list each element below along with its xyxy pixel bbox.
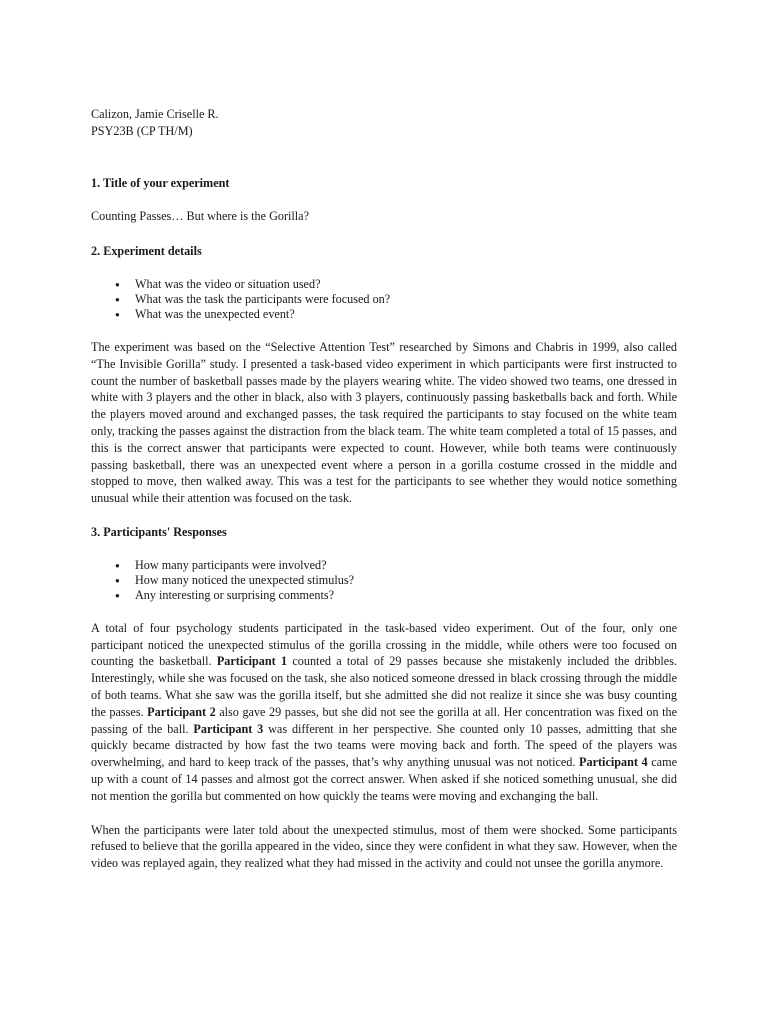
- section-1-heading: 1. Title of your experiment: [91, 175, 230, 190]
- list-item: ● What was the task the participants were focused on?: [115, 292, 677, 307]
- author-name: Calizon, Jamie Criselle R.: [91, 107, 219, 121]
- experiment-details-paragraph: The experiment was based on the “Selective Attention Test” researched by Simons and Chabris in 1999, also called “The Invisible Gorilla” study. I presented a task-based video experiment in which participants were first instructed to count the number of basketball passes made by the players wearing white. The video showed two teams, one dressed in white with 3 players and the other in black, also with 3 players, continuously passing basketballs back and forth. While the players moved around and exchanged passes, the task required the participants to stay focused on the white team only, tracking the passes against the distraction from the black team. The white team completed a total of 15 passes, and this is the correct answer that participants were expected to count. However, while both teams were continuously passing basketball, there was an unexpected event where a person in a gorilla costume crossed in the middle and stopped to move, then walked away. This was a test for the participants to see whether they would notice something unusual while their attention was focused on the task.: [91, 339, 677, 506]
- participant-3-label: Participant 3: [193, 721, 264, 736]
- participant-1-label: Participant 1: [216, 654, 288, 669]
- participant-2-label: Participant 2: [147, 704, 216, 719]
- section-3-heading: 3. Participants' Responses: [91, 524, 227, 539]
- participants-responses-list: [91, 558, 677, 603]
- participant-4-text: came up with a count of 14 passes and almost got the correct answer. When asked if she noticed something unusual, she did not mention the gorilla but commented on how quickly the teams were moving and exchanging the ball.: [91, 755, 677, 803]
- list-item: ● What was the unexpected event?: [115, 307, 677, 322]
- participant-1-text: counted a total of 29 passes because she mistakenly included the dribbles. Interestingly, while she was focused on the task, she also noticed someone dressed in black crossing through the middle of both teams. What she saw was the gorilla itself, but she admitted she did not realize it since she was busy counting the passes.: [91, 654, 677, 719]
- list-item: ● How many participants were involved?: [115, 558, 677, 573]
- list-item: ● Any interesting or surprising comments?: [115, 588, 677, 603]
- list-item: ● What was the video or situation used?: [115, 277, 677, 292]
- experiment-title: Counting Passes… But where is the Gorilla?: [91, 209, 309, 224]
- paragraph-intro: A total of four psychology students participated in the task-based video experiment. Out of the four, only one participant noticed the unexpected stimulus of the gorilla crossing in the middle, while others were too focused on counting the basketball.: [91, 620, 677, 669]
- section-2-heading: 2. Experiment details: [91, 244, 202, 259]
- participant-3-text: was different in her perspective. She counted only 10 passes, admitting that she quickly became distracted by how fast the two teams were moving back and forth. The speed of the players was overwhelming, and hard to keep track of the passes, that’s why anything unusual was not noticed.: [91, 721, 677, 770]
- participant-4-label: Participant 4: [579, 755, 648, 770]
- list-item: ● How many noticed the unexpected stimulus?: [115, 573, 677, 588]
- conclusion-paragraph: When the participants were later told about the unexpected stimulus, most of them were shocked. Some participants refused to believe that the gorilla appeared in the video, since they were confident in what they saw. However, when the video was replayed again, they realized what they had missed in the activity and could not unsee the gorilla anymore.: [91, 822, 677, 871]
- participant-2-text: also gave 29 passes, but she did not see the gorilla at all. Her concentration was fixed on the passing of the ball.: [91, 704, 678, 736]
- experiment-details-list: [91, 277, 677, 322]
- participants-responses-paragraph: [91, 620, 677, 805]
- course-code: PSY23B (CP TH/M): [91, 123, 193, 138]
